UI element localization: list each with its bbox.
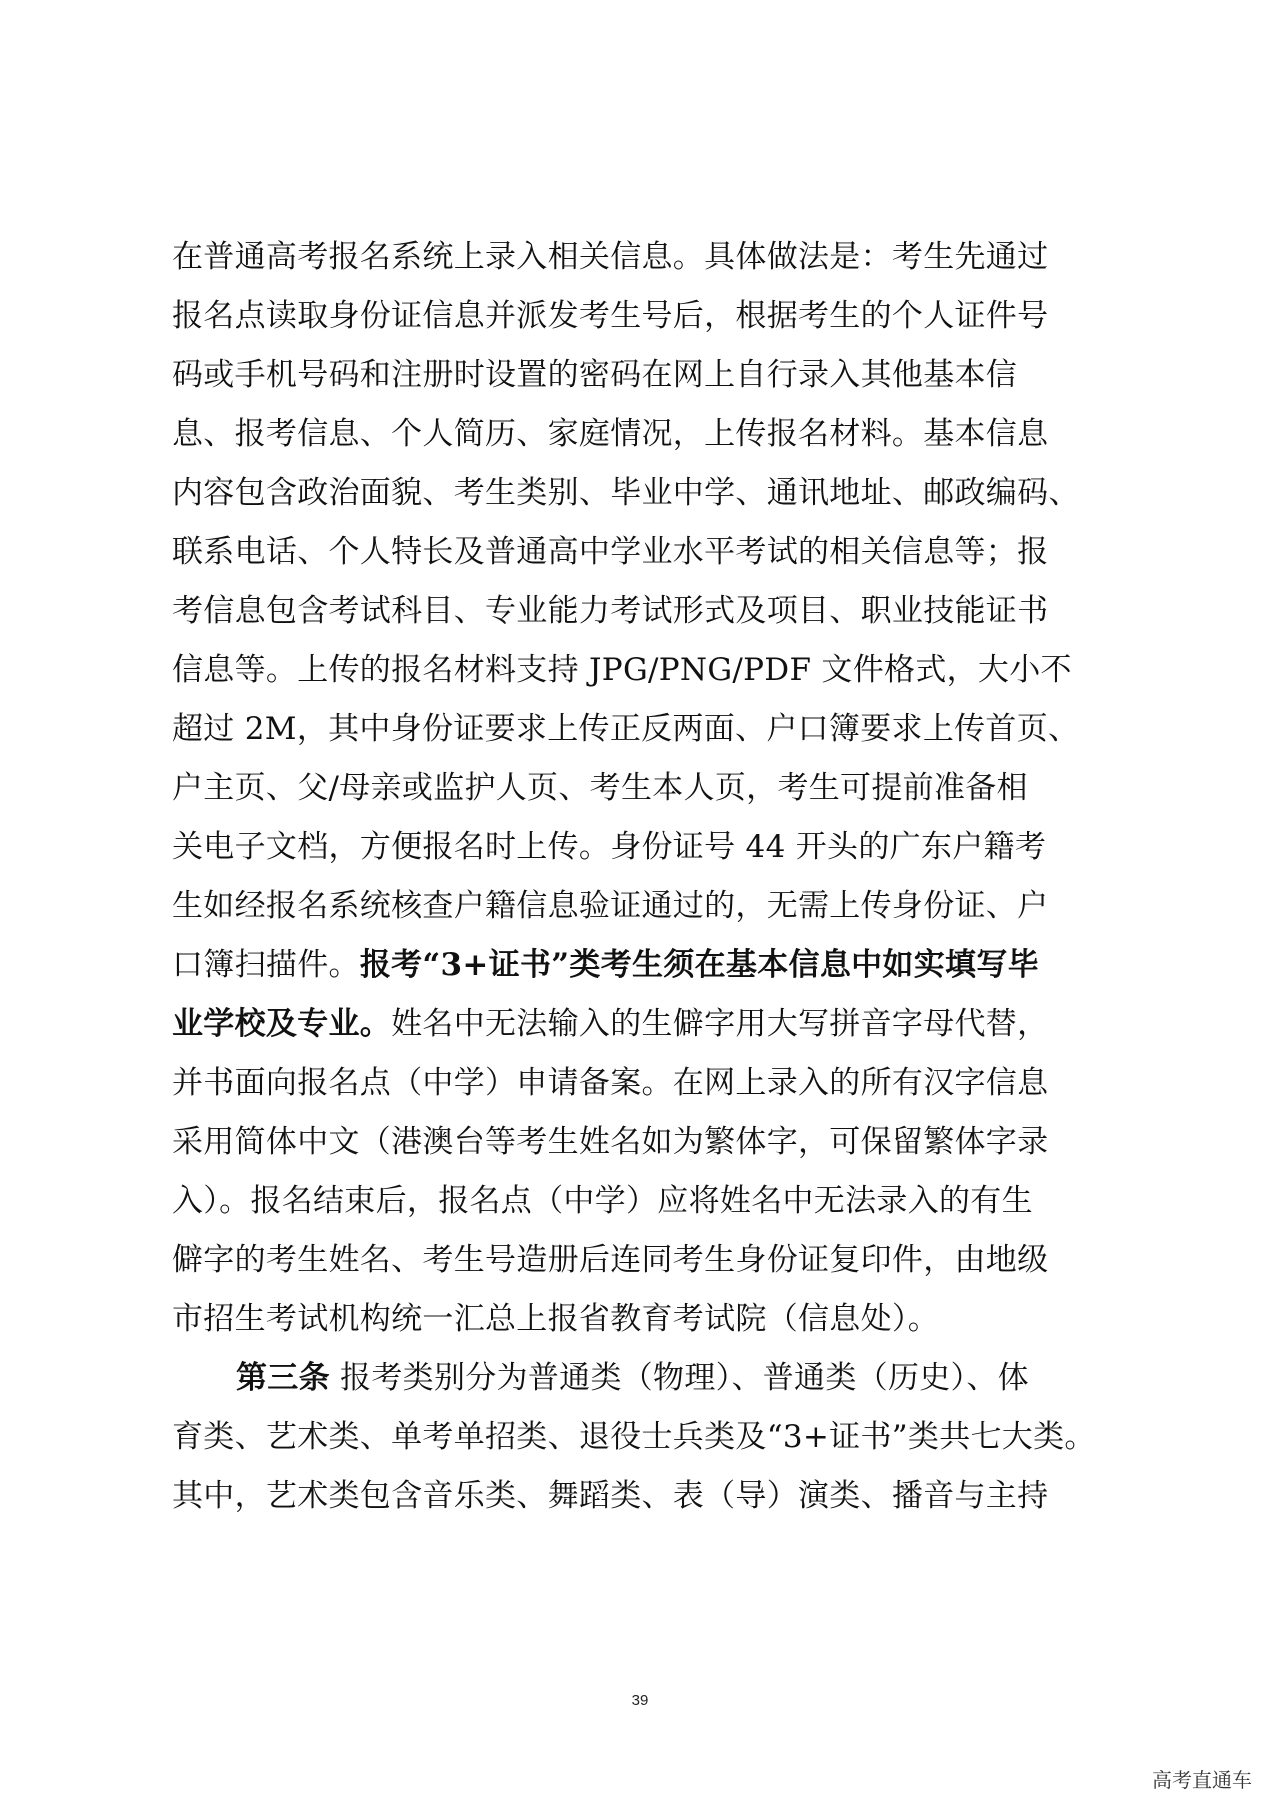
page-number: 39	[631, 1692, 649, 1709]
text-segment: 关电子文档，方便报名时上传。身份证号 44 开头的广东户籍考	[172, 829, 1047, 865]
text-line	[172, 228, 1120, 287]
bold-text-segment: 业学校及专业。	[172, 1006, 392, 1042]
text-line	[172, 346, 1120, 405]
text-line	[172, 464, 1120, 523]
watermark-text: 高考直通车	[1152, 1768, 1252, 1792]
text-segment: 考信息包含考试科目、专业能力考试形式及项目、职业技能证书	[172, 593, 1049, 629]
text-segment: 市招生考试机构统一汇总上报省教育考试院（信息处）。	[172, 1301, 939, 1337]
text-line	[172, 1113, 1120, 1172]
text-segment: 户主页、父/母亲或监护人页、考生本人页，考生可提前准备相	[172, 770, 1028, 806]
text-segment: 僻字的考生姓名、考生号造册后连同考生身份证复印件，由地级	[172, 1242, 1049, 1278]
text-segment: 码或手机号码和注册时设置的密码在网上自行录入其他基本信	[172, 357, 1018, 393]
text-segment: 在普通高考报名系统上录入相关信息。具体做法是：考生先通过	[172, 239, 1049, 275]
text-segment: 联系电话、个人特长及普通高中学业水平考试的相关信息等；报	[172, 534, 1049, 570]
text-segment: 口簿扫描件。	[172, 947, 360, 983]
text-line	[172, 700, 1120, 759]
text-segment: 并书面向报名点（中学）申请备案。在网上录入的所有汉字信息	[172, 1065, 1049, 1101]
text-segment: 报名点读取身份证信息并派发考生号后，根据考生的个人证件号	[172, 298, 1049, 334]
text-line	[172, 1349, 1120, 1408]
text-line	[172, 1290, 1120, 1349]
bold-text-segment: 报考“3+证书”类考生须在基本信息中如实填写毕	[359, 947, 1039, 983]
text-line	[172, 287, 1120, 346]
text-segment: 超过 2M，其中身份证要求上传正反两面、户口簿要求上传首页、	[172, 711, 1080, 747]
text-line	[172, 1231, 1120, 1290]
text-line	[172, 995, 1120, 1054]
text-segment: 报考类别分为普通类（物理）、普通类（历史）、体	[329, 1360, 1029, 1396]
text-line	[172, 1172, 1120, 1231]
text-segment: 信息等。上传的报名材料支持 JPG/PNG/PDF 文件格式，大小不	[172, 652, 1072, 688]
text-line	[172, 405, 1120, 464]
document-body	[172, 228, 1120, 1526]
text-segment: 息、报考信息、个人简历、家庭情况，上传报名材料。基本信息	[172, 416, 1049, 452]
text-line	[172, 1408, 1120, 1467]
text-segment: 生如经报名系统核查户籍信息验证通过的，无需上传身份证、户	[172, 888, 1049, 924]
text-line	[172, 936, 1120, 995]
text-segment: 采用简体中文（港澳台等考生姓名如为繁体字，可保留繁体字录	[172, 1124, 1049, 1160]
text-line	[172, 877, 1120, 936]
text-segment: 其中，艺术类包含音乐类、舞蹈类、表（导）演类、播音与主持	[172, 1478, 1049, 1514]
text-line	[172, 818, 1120, 877]
bold-text-segment: 第三条	[236, 1360, 330, 1396]
text-segment: 育类、艺术类、单考单招类、退役士兵类及“3+证书”类共七大类。	[172, 1419, 1096, 1455]
text-line	[172, 1054, 1120, 1113]
text-line	[172, 523, 1120, 582]
text-line	[172, 641, 1120, 700]
text-segment: 入）。报名结束后，报名点（中学）应将姓名中无法录入的有生	[172, 1183, 1033, 1219]
text-segment: 姓名中无法输入的生僻字用大写拼音字母代替，	[391, 1006, 1049, 1042]
text-segment: 内容包含政治面貌、考生类别、毕业中学、通讯地址、邮政编码、	[172, 475, 1080, 511]
text-line	[172, 582, 1120, 641]
text-line	[172, 1467, 1120, 1526]
text-line	[172, 759, 1120, 818]
